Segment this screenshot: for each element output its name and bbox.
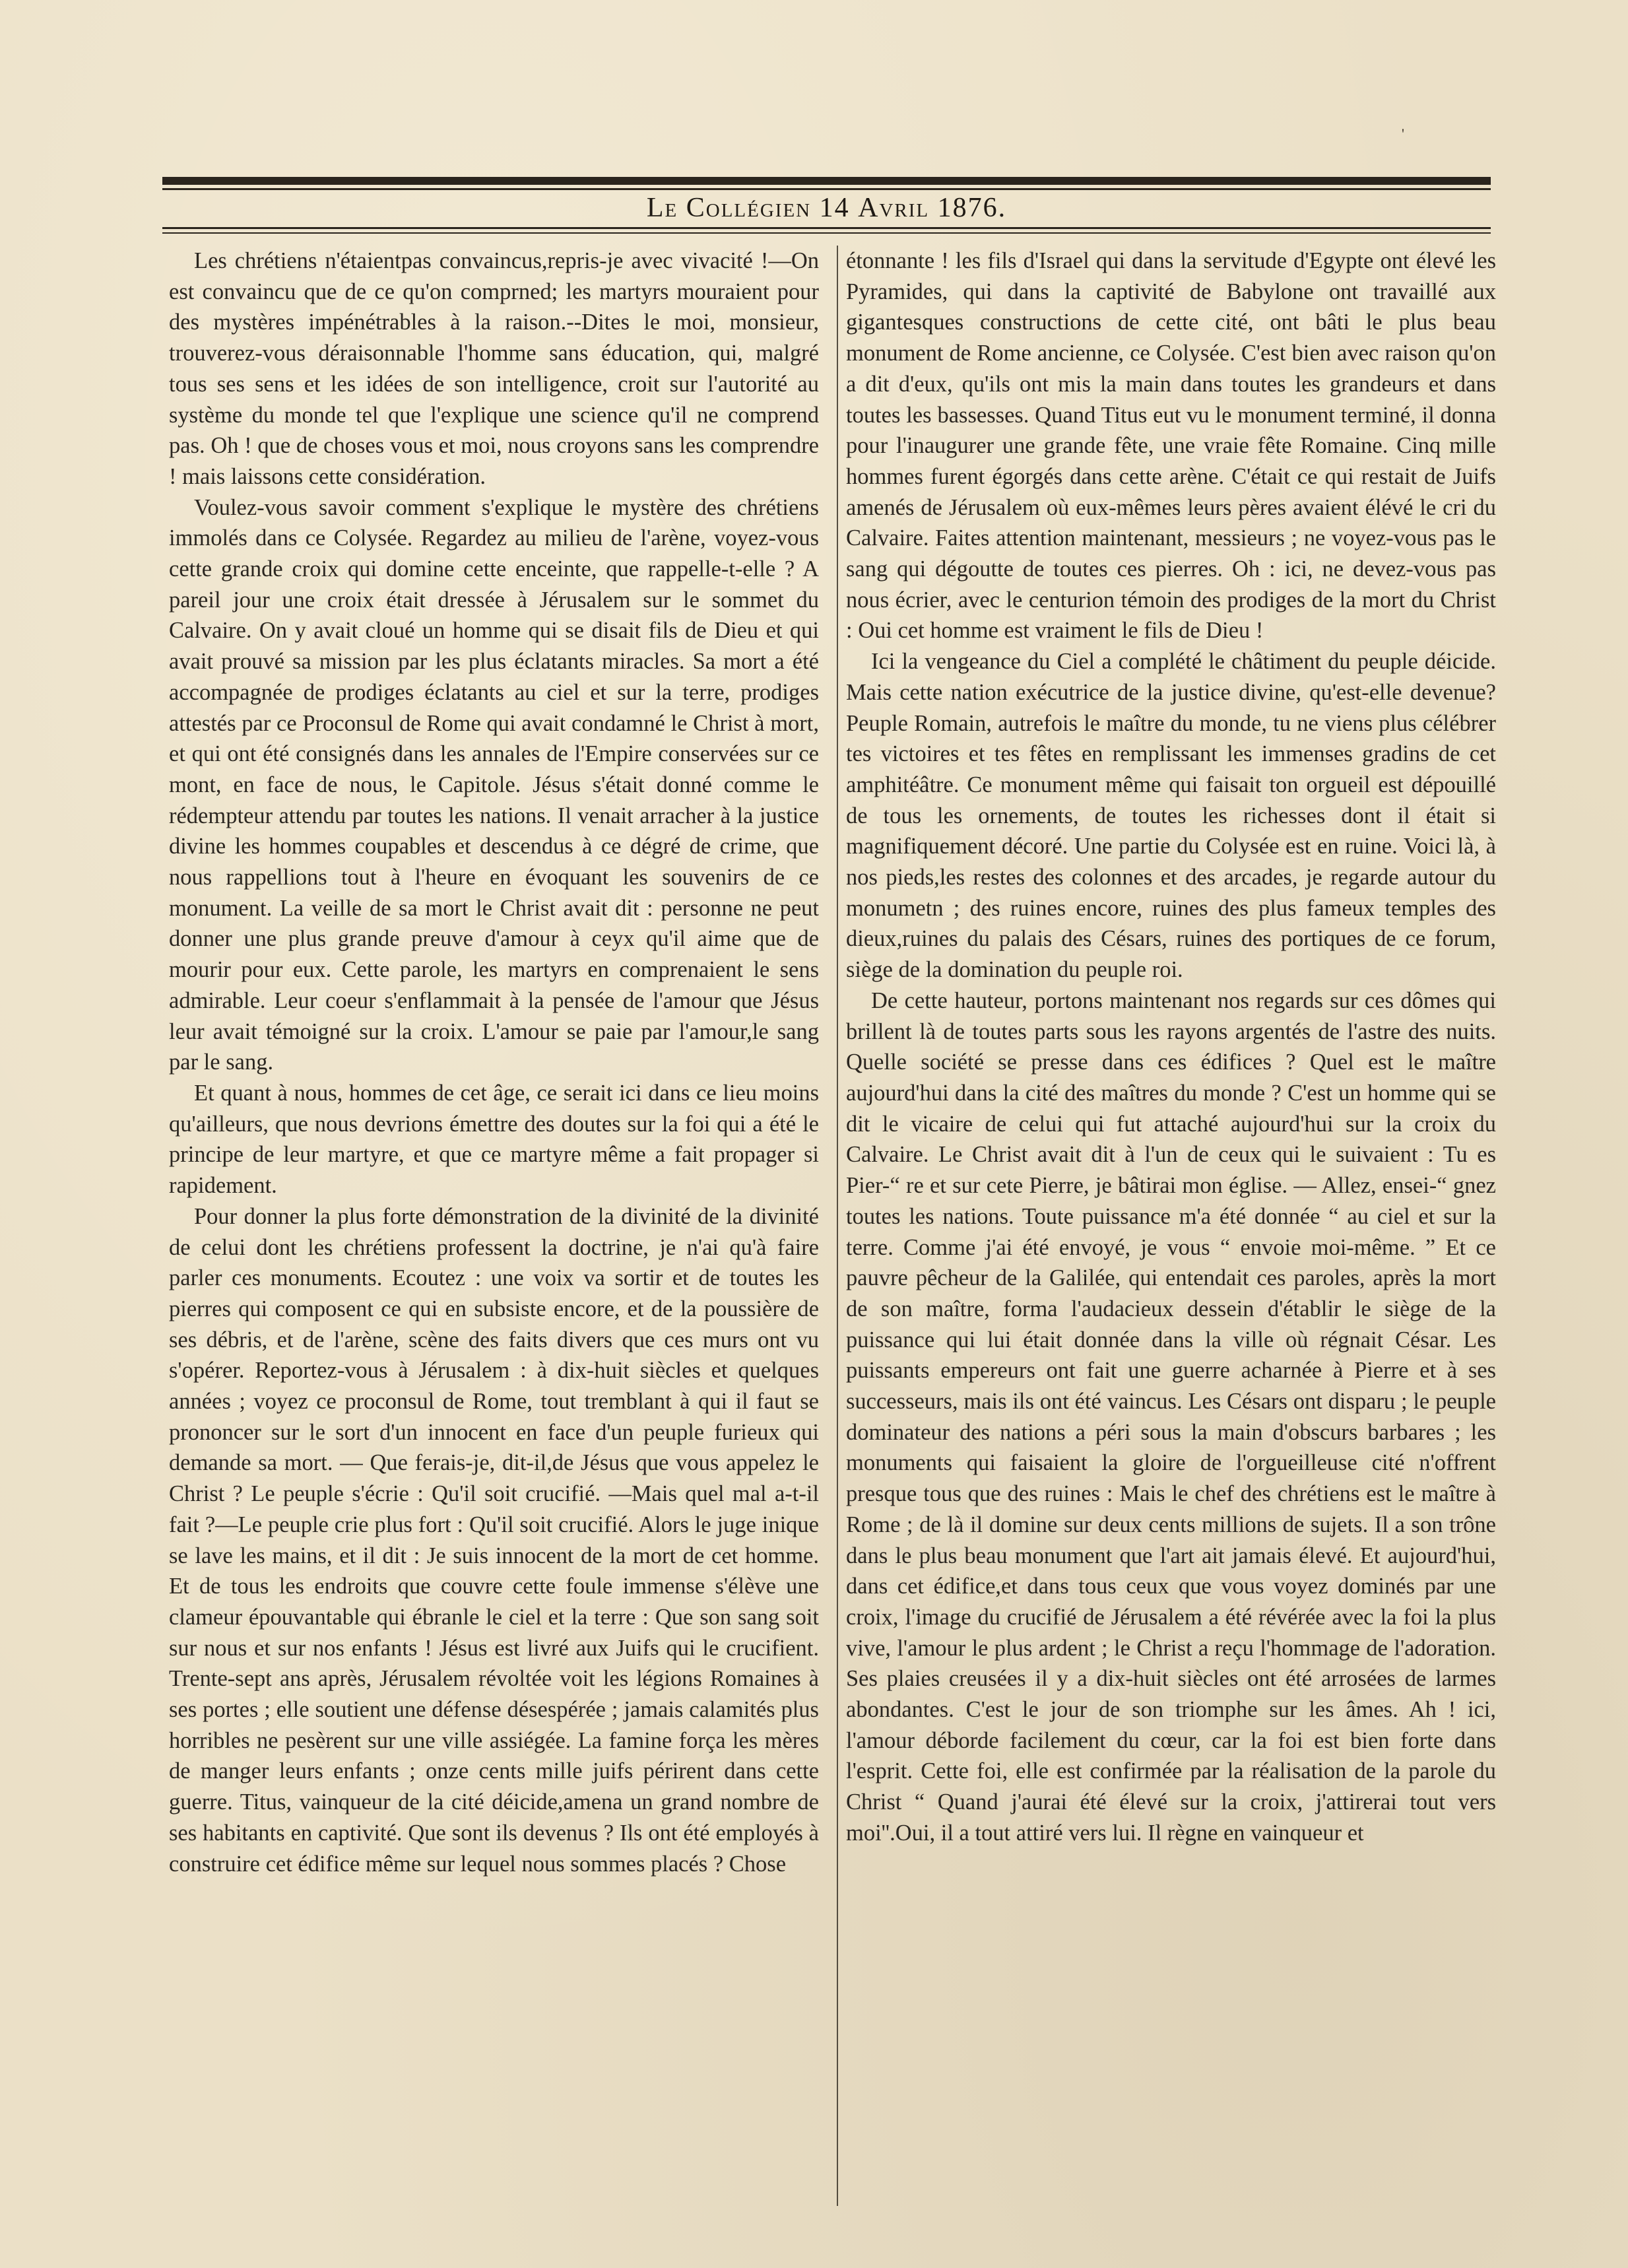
paragraph: Pour donner la plus forte démonstration de la divinité de la divinité de celui dont les chrétiens professent la doctrine, je n'ai qu'à faire parler ces monuments. Ecoutez : une voix va sortir et de toutes les pierres qui composent ce qui en subsiste encore, et de la poussière de ses débris, et de l'arène, scène des faits divers que ces murs ont vu s'opérer. Reportez-vous à Jérusalem : à dix-huit siècles et quelques années ; voyez ce proconsul de Rome, tout tremblant à qui il faut se prononcer sur le sort d'un innocent en face d'un peuple furieux qui demande sa mort. — Que ferais-je, dit-il,de Jésus que vous appelez le Christ ? Le peuple s'écrie : Qu'il soit crucifié. —Mais quel mal a-t-il fait ?—Le peuple crie plus fort : Qu'il soit crucifié. Alors le juge inique se lave les mains, et il dit : Je suis innocent de la mort de cet homme. Et de tous les endroits que couvre cette foule immense s'élève une clameur épouvantable qui ébranle le ciel et la terre : Que son sang soit sur nous et sur nos enfants ! Jésus est livré aux Juifs qui le crucifient. Trente-sept ans après, Jérusalem révoltée voit les légions Romaines à ses portes ; elle soutient une défense désespérée ; jamais calamités plus horribles ne pesèrent sur une ville assiégée. La famine força les mères de manger leurs enfants ; onze cents mille juifs périrent dans cette guerre. Titus, vainqueur de la cité déicide,amena un grand nombre de ses habitants en captivité. Que sont ils devenus ? Ils ont été employés à construire cet édifice même sur lequel nous sommes placés ? Chose — [169, 1203, 819, 1877]
masthead-bottom-thin-rule — [162, 232, 1491, 234]
masthead — [162, 190, 1491, 226]
right-column — [846, 246, 1496, 1849]
column-divider — [837, 246, 838, 2206]
paragraph: Ici la vengeance du Ciel a complété le châtiment du peuple déicide. Mais cette nation exécutrice de la justice divine, qu'est-elle devenue? Peuple Romain, autrefois le maître du monde, tu ne viens plus célébrer tes victoires et tes fêtes en remplissant les immenses gradins de cet amphitéâtre. Ce monument même qui faisait ton orgueil est dépouillé de tous les ornements, de toutes les richesses dont il était si magnifiquement décoré. Une partie du Colysée est en ruine. Voici là, à nos pieds,les restes des colonnes et des arcades, je regarde autour du monumetn ; des ruines encore, ruines des plus fameux temples des dieux,ruines du palais des Césars, ruines des portiques de ce forum, siège de la domination du peuple roi. — [846, 649, 1496, 983]
paragraph: Et quant à nous, hommes de cet âge, ce serait ici dans ce lieu moins qu'ailleurs, que nous devrions émettre des doutes sur la foi qui a été le principe de leur martyre, et que ce martyre même a fait propager si rapidement. — [169, 1080, 819, 1199]
paragraph: Les chrétiens n'étaientpas convaincus,repris-je avec vivacité !—On est convaincu que de ce qu'on comprned; les martyrs mouraient pour des mystères impénétrables à la raison.--Dites le moi, monsieur, trouverez-vous déraisonnable l'homme sans éducation, qui, malgré tous ses sens et les idées de son intelligence, croit sur l'autorité au système du monde tel que l'explique une science qu'il ne comprend pas. Oh ! que de choses vous et moi, nous croyons sans les comprendre ! mais laissons cette considération. — [169, 248, 819, 489]
page-mark: ' — [1402, 125, 1404, 142]
paragraph: étonnante ! les fils d'Israel qui dans la servitude d'Egypte ont élevé les Pyramides, qui dans la captivité de Babylone ont travaillé aux gigantesques constructions de cette cité, ont bâti le plus beau monument de Rome ancienne, ce Colysée. C'est bien avec raison qu'on a dit d'eux, qu'ils ont mis la main dans toutes les grandeurs et dans toutes les bassesses. Quand Titus eut vu le monument terminé, il donna pour l'inaugurer une grande fête, une vraie fête Romaine. Cinq mille hommes furent égorgés dans cette arène. C'était ce qui restait de Juifs amenés de Jérusalem où eux-mêmes leurs pères avaient élévé le cri du Calvaire. Faites attention maintenant, messieurs ; ne voyez-vous pas le sang qui dégoutte de toutes ces pierres. Oh : ici, ne devez-vous pas nous écrier, avec le centurion témoin des prodiges de la mort du Christ : Oui cet homme est vraiment le fils de Dieu ! — [846, 248, 1496, 644]
masthead-month: Avril — [858, 193, 930, 223]
paragraph: De cette hauteur, portons maintenant nos regards sur ces dômes qui brillent là de toutes parts sous les rayons argentés de l'astre des nuits. Quelle société se presse dans ces édifices ? Quel est le maître aujourd'hui dans la cité des maîtres du monde ? C'est un homme qui se dit le vicaire de celui qui fut attaché aujourd'hui sur la croix du Calvaire. Le Christ avait dit à l'un de ceux qui le suivaient : Tu es Pier-“ re et sur cete Pierre, je bâtirai mon église. — Allez, ensei-“ gnez toutes les nations. Toute puissance m'a été donnée “ au ciel et sur la terre. Comme j'ai été envoyé, je vous “ envoie moi-même. ” Et ce pauvre pêcheur de la Galilée, qui entendait ces paroles, après la mort de son maître, forma l'audacieux dessein d'établir le siège de la puissance qui lui était donnée dans la ville où régnait César. Les puissants empereurs ont fait une guerre acharnée à Pierre et à ses successeurs, mais ils ont été vaincus. Les Césars ont disparu ; le peuple dominateur des nations a péri sous la main d'obscurs barbares ; les monuments qui faisaient la gloire de l'orgueilleuse cité n'offrent presque tous que des ruines : Mais le chef des chrétiens est le maître à Rome ; de là il domine sur deux cents millions de sujets. Il a son trône dans le plus beau monument que l'art ait jamais élevé. Et aujourd'hui, dans cet édifice,et dans tous ceux que vous voyez dominés par une croix, l'image du crucifié de Jérusalem a été révérée avec la foi la plus vive, l'amour le plus ardent ; le Christ a reçu l'hommage de l'adoration. Ses plaies creusées il y a dix-huit siècles ont été arrosées de larmes abondantes. C'est le jour de son triomphe sur les âmes. Ah ! ici, l'amour déborde facilement du cœur, car la foi est bien forte dans l'esprit. Cette foi, elle est confirmée par la réalisation de la parole du Christ “ Quand j'aurai été élevé sur la croix, j'attirerai tout vers moi''.Oui, il a tout attiré vers lui. Il règne en vainqueur et — [846, 987, 1496, 1846]
masthead-day: 14 — [819, 193, 850, 223]
paragraph: Voulez-vous savoir comment s'explique le mystère des chrétiens immolés dans ce Colysée. Regardez au milieu de l'arène, voyez-vous cette grande croix qui domine cette enceinte, que rappelle-t-elle ? A pareil jour une croix était dressée à Jérusalem sur le sommet du Calvaire. On y avait cloué un homme qui se disait fils de Dieu et qui avait prouvé sa mission par les plus éclatants miracles. Sa mort a été accompagnée de prodiges éclatants au ciel et sur la terre, prodiges attestés par ce Proconsul de Rome qui avait condamné le Christ à mort, et qui ont été consignés dans les annales de l'Empire conservées sur ce mont, en face de nous, le Capitole. Jésus s'était donné comme le rédempteur attendu par toutes les nations. Il venait arracher à la justice divine les hommes coupables et descendus à ce dégré de crime, que nous rappellions tout à l'heure en évoquant les souvenirs de ce monument. La veille de sa mort le Christ avait dit : personne ne peut donner une plus grande preuve d'amour à ceyx qu'il aime que de mourir pour eux. Cette parole, les martyrs en comprenaient le sens admirable. Leur coeur s'enflammait à la pensée de l'amour que Jésus leur avait témoigné sur la croix. L'amour se paie par l'amour,le sang par le sang. — [169, 494, 819, 1075]
left-column — [169, 246, 819, 1879]
masthead-year: 1876. — [937, 193, 1007, 223]
masthead-bottom-rule — [162, 227, 1491, 229]
masthead-title: Collégien — [686, 193, 812, 223]
masthead-le: Le — [646, 193, 678, 223]
masthead-top-rule — [162, 177, 1491, 185]
